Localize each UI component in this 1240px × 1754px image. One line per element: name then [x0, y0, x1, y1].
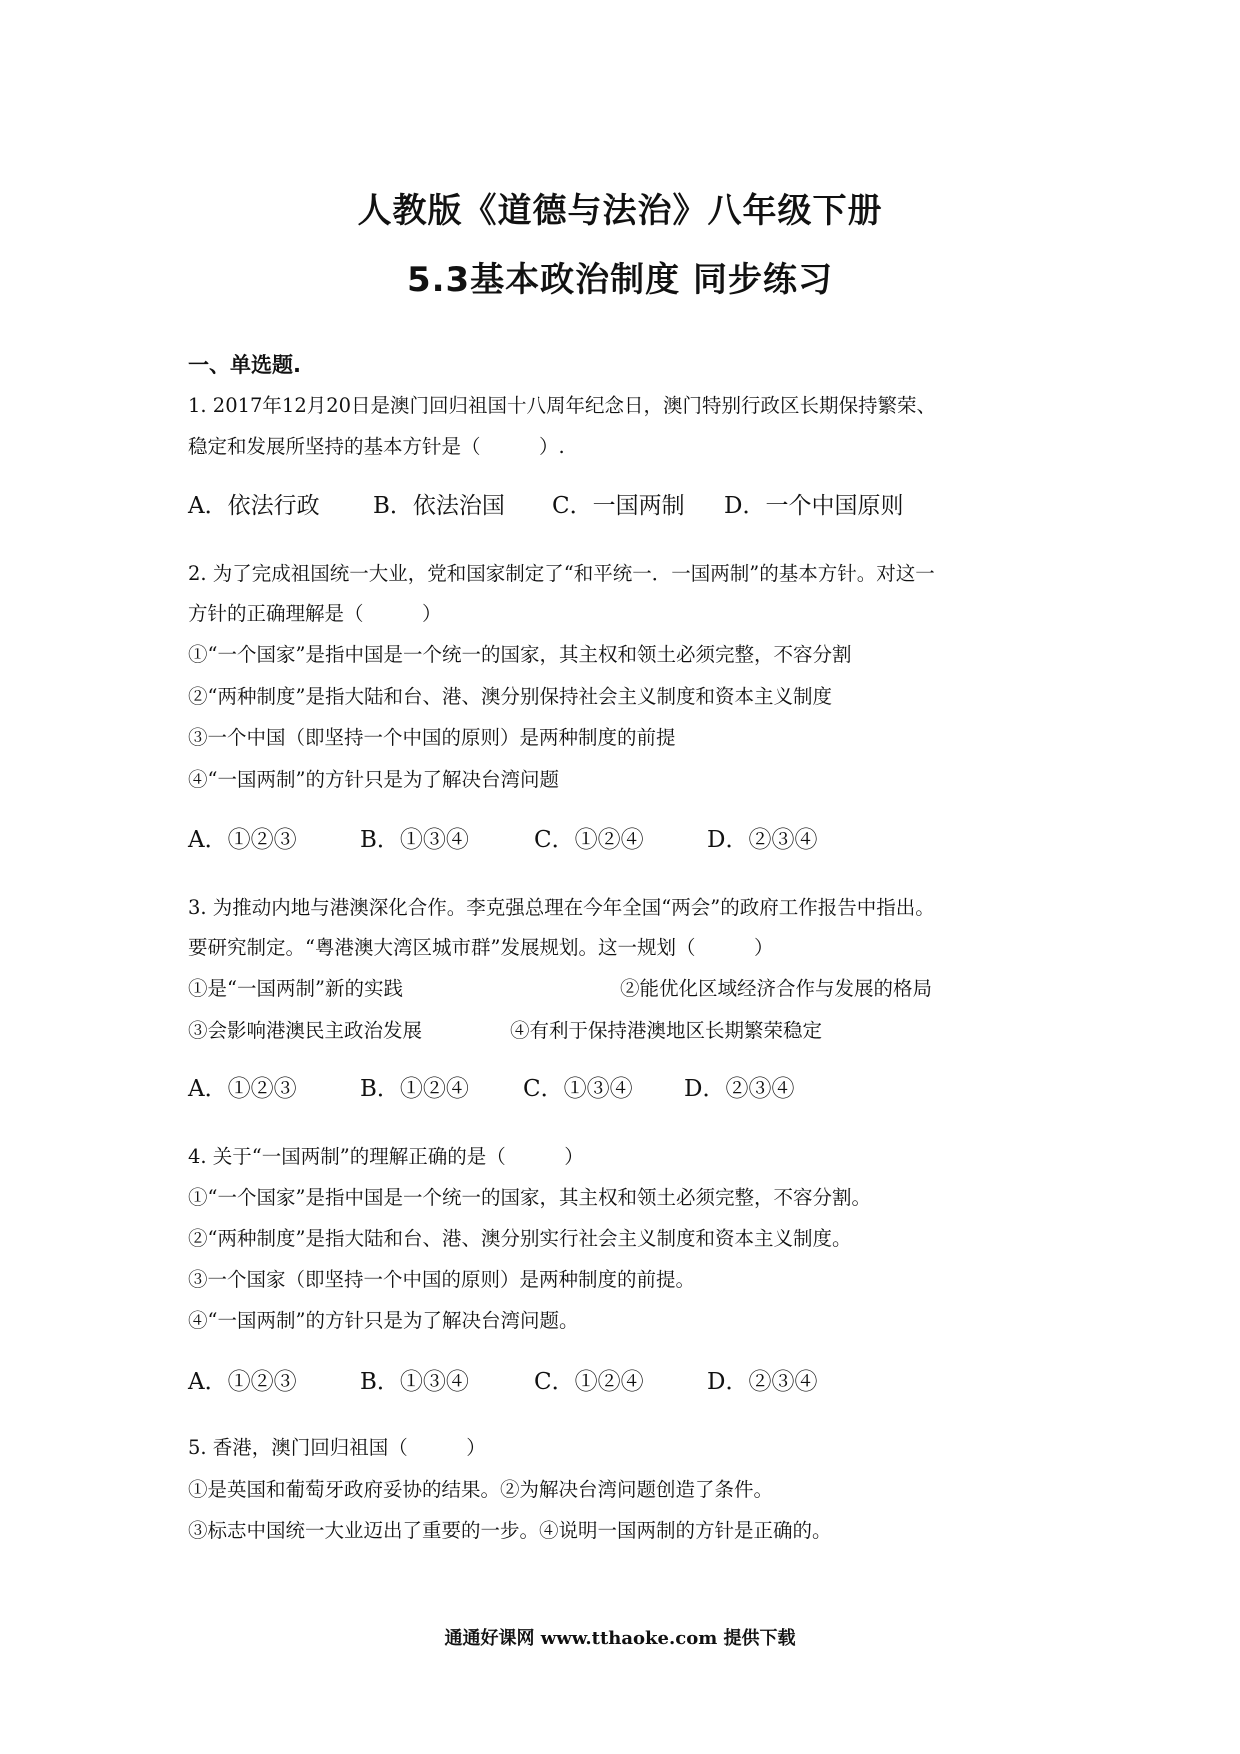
option-b: B．①③④: [360, 827, 469, 853]
statement-row: [188, 1017, 988, 1045]
option-a: A．①②③: [188, 1369, 297, 1395]
option-c: C．①③④: [523, 1076, 633, 1102]
question-stem-line: 要研究制定。“粤港澳大湾区城市群”发展规划。这一规划（ ）: [188, 936, 774, 959]
statement-item: ④“一国两制”的方针只是为了解决台湾问题。: [188, 1309, 579, 1332]
footer-download-note: 通通好课网 www.tthaoke.com 提供下载: [444, 1628, 796, 1649]
document-subtitle: 5.3基本政治制度 同步练习: [406, 260, 834, 300]
option-c: C．一国两制: [552, 493, 685, 519]
statement-item: ①“一个国家”是指中国是一个统一的国家，其主权和领土必须完整，不容分割。: [188, 1186, 871, 1209]
question-stem-line: 稳定和发展所坚持的基本方针是（ ）.: [188, 435, 565, 458]
document-title: 人教版《道德与法治》八年级下册: [357, 191, 883, 231]
option-d: D．②③④: [707, 1369, 818, 1395]
statement-item: ②“两种制度”是指大陆和台、港、澳分别保持社会主义制度和资本主义制度: [188, 685, 832, 708]
option-b: B．①③④: [360, 1369, 469, 1395]
option-d: D．一个中国原则: [724, 493, 904, 519]
option-a: A．①②③: [188, 827, 297, 853]
option-a: A．依法行政: [188, 493, 320, 519]
question-stem-line: 3. 为推动内地与港澳深化合作。李克强总理在今年全国“两会”的政府工作报告中指出。: [188, 896, 935, 919]
option-c: C．①②④: [534, 1369, 644, 1395]
statement-item: ①“一个国家”是指中国是一个统一的国家，其主权和领土必须完整，不容分割: [188, 643, 852, 666]
question-stem-line: 5. 香港，澳门回归祖国（ ）: [188, 1436, 486, 1459]
option-b: B．①②④: [360, 1076, 469, 1102]
question-stem-line: 方针的正确理解是（ ）: [188, 602, 442, 625]
question-stem-line: 2. 为了完成祖国统一大业，党和国家制定了“和平统一．一国两制”的基本方针。对这一: [188, 562, 935, 585]
question-stem-line: 1. 2017年12月20日是澳门回归祖国十八周年纪念日，澳门特别行政区长期保持繁荣、: [188, 394, 937, 417]
statement-item: ②“两种制度”是指大陆和台、港、澳分别实行社会主义制度和资本主义制度。: [188, 1227, 852, 1250]
option-d: D．②③④: [707, 827, 818, 853]
statement-item: ②能优化区域经济合作与发展的格局: [620, 977, 933, 1000]
option-d: D．②③④: [684, 1076, 795, 1102]
statement-item: ③一个中国（即坚持一个中国的原则）是两种制度的前提: [188, 726, 676, 749]
option-a: A．①②③: [188, 1076, 297, 1102]
option-b: B．依法治国: [373, 493, 505, 519]
statement-item: ④“一国两制”的方针只是为了解决台湾问题: [188, 768, 559, 791]
statement-item: ③标志中国统一大业迈出了重要的一步。④说明一国两制的方针是正确的。: [188, 1519, 832, 1542]
statement-item: ①是“一国两制”新的实践: [188, 977, 403, 1000]
statement-row: [188, 975, 988, 1003]
statement-item: ③一个国家（即坚持一个中国的原则）是两种制度的前提。: [188, 1268, 696, 1291]
section-heading: 一、单选题.: [188, 353, 301, 377]
statement-item: ③会影响港澳民主政治发展: [188, 1019, 423, 1042]
statement-item: ④有利于保持港澳地区长期繁荣稳定: [510, 1019, 823, 1042]
question-stem-line: 4. 关于“一国两制”的理解正确的是（ ）: [188, 1145, 584, 1168]
option-c: C．①②④: [534, 827, 644, 853]
statement-item: ①是英国和葡萄牙政府妥协的结果。②为解决台湾问题创造了条件。: [188, 1478, 774, 1501]
